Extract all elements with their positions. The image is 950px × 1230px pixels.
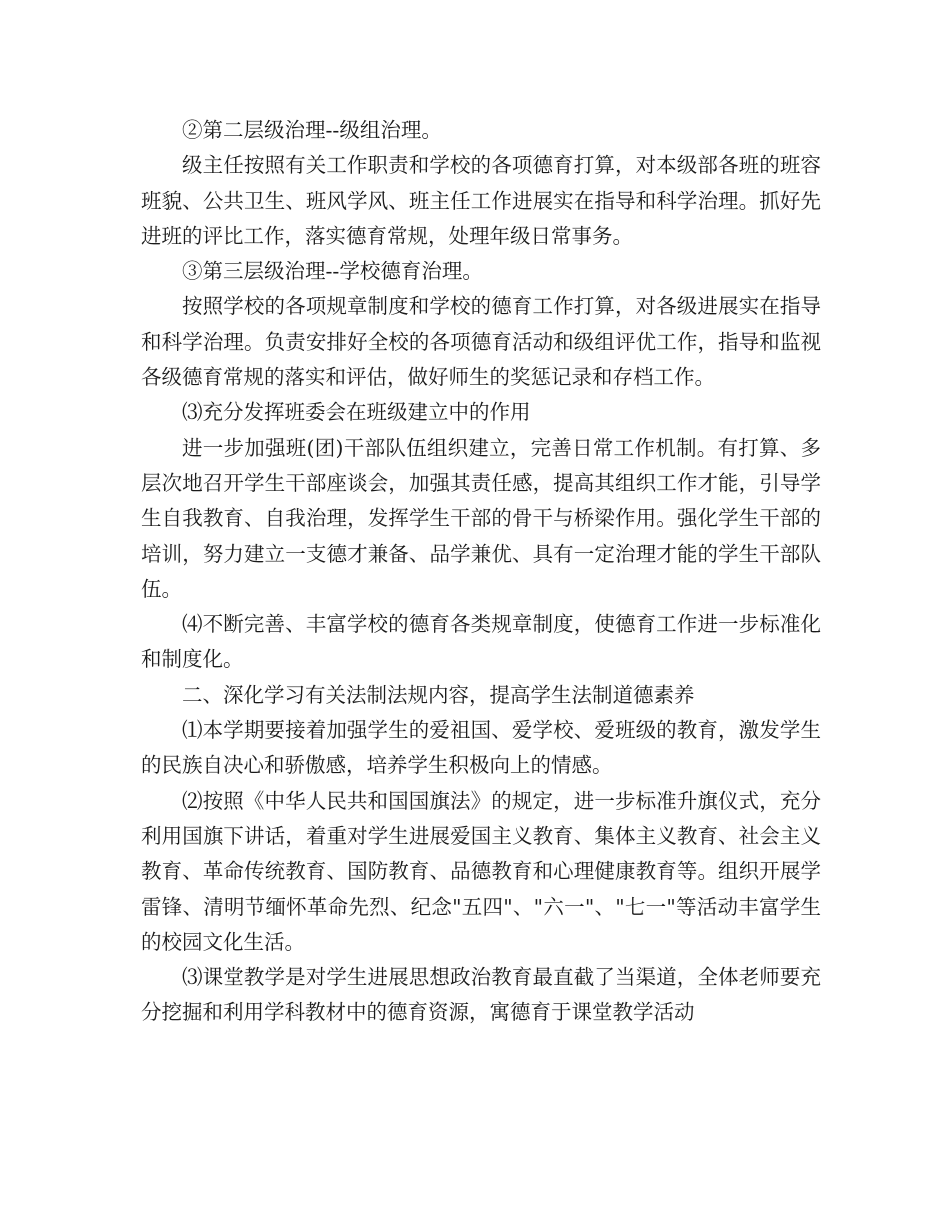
paragraph-section2-item-3: ⑶课堂教学是对学生进展思想政治教育最直截了当渠道，全体老师要充分挖掘和利用学科教材中的德育资源，寓德育于课堂教学活动 bbox=[141, 965, 821, 1025]
section-heading-two: 二、深化学习有关法制法规内容，提高学生法制道德素养 bbox=[182, 682, 695, 707]
document-body bbox=[141, 113, 821, 1031]
paragraph-level2-heading: ②第二层级治理--级组治理。 bbox=[182, 118, 442, 142]
paragraph-section2-item-1: ⑴本学期要接着加强学生的爱祖国、爱学校、爱班级的教育，激发学生的民族自决心和骄傲感，培养学生积极向上的情感。 bbox=[141, 718, 821, 778]
paragraph-item-3-body: 进一步加强班(团)干部队伍组织建立，完善日常工作机制。有打算、多层次地召开学生干部座谈会，加强其责任感，提高其组织工作才能，引导学生自我教育、自我治理，发挥学生干部的骨干与桥梁作用。强化学生干部的培训，努力建立一支德才兼备、品学兼优、具有一定治理才能的学生干部队伍。 bbox=[141, 435, 821, 601]
paragraph-item-3-heading: ⑶充分发挥班委会在班级建立中的作用 bbox=[182, 400, 531, 425]
paragraph-section2-item-2: ⑵按照《中华人民共和国国旗法》的规定，进一步标准升旗仪式，充分利用国旗下讲话，着重对学生进展爱国主义教育、集体主义教育、社会主义教育、革命传统教育、国防教育、品德教育和心理健康教育等。组织开展学雷锋、清明节缅怀革命先烈、纪念"五四"、"六一"、"七一"等活动丰富学生的校园文化生活。 bbox=[141, 788, 821, 954]
paragraph-level2-body: 级主任按照有关工作职责和学校的各项德育打算，对本级部各班的班容班貌、公共卫生、班风学风、班主任工作进展实在指导和科学治理。抓好先进班的评比工作，落实德育常规，处理年级日常事务。 bbox=[141, 153, 821, 248]
paragraph-item-4: ⑷不断完善、丰富学校的德育各类规章制度，使德育工作进一步标准化和制度化。 bbox=[141, 612, 821, 672]
paragraph-level3-body: 按照学校的各项规章制度和学校的德育工作打算，对各级进展实在指导和科学治理。负责安排好全校的各项德育活动和级组评优工作，指导和监视各级德育常规的落实和评估，做好师生的奖惩记录和存档工作。 bbox=[141, 294, 821, 390]
paragraph-level3-heading: ③第三层级治理--学校德育治理。 bbox=[182, 259, 483, 284]
